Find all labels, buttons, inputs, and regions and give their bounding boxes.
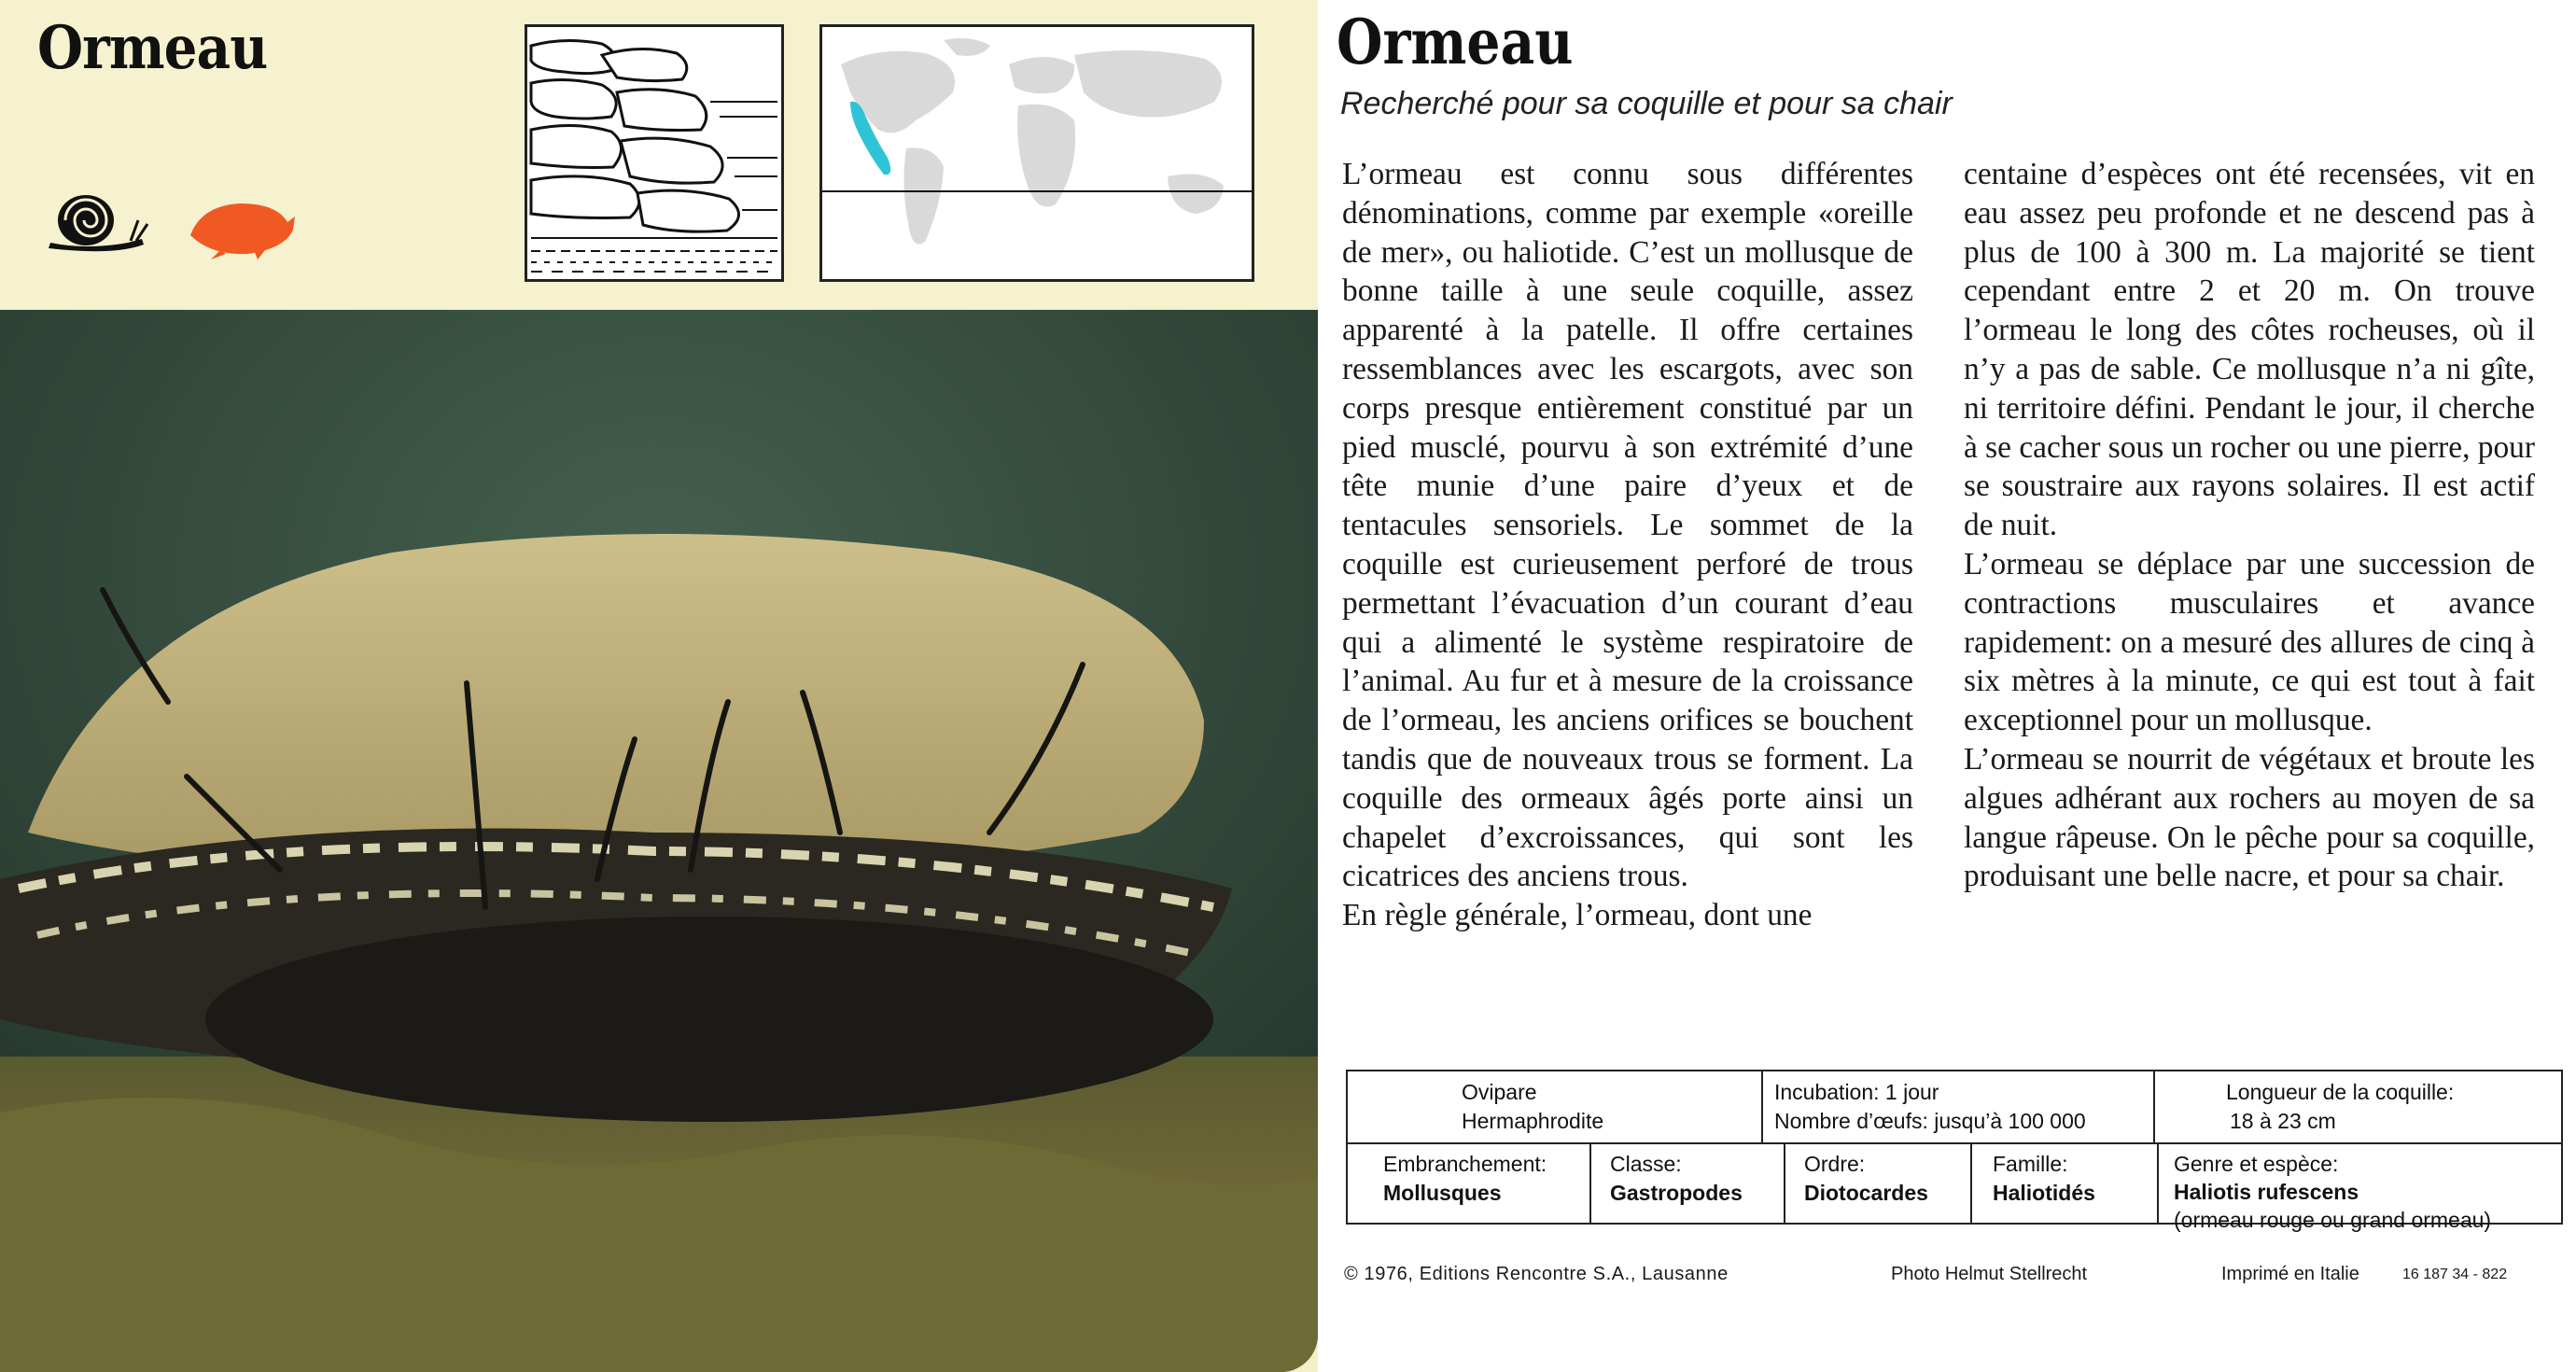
text-column-right (1964, 155, 2535, 896)
paragraph: L’ormeau se déplace par une succession de contractions musculaires et avance rapidement: on a mesuré des allures de cinq à six mètres à la minute, ce qui est tout à fait exceptionnel pour un mollusque. (1964, 546, 2535, 738)
card-header (0, 0, 1318, 308)
snail-icon (39, 185, 151, 259)
paragraph: L’ormeau est connu sous différentes dénominations, comme par exemple «oreille de mer», ou haliotide. C’est un mollusque de bonne taille à une seule coquille, assez apparenté à la patelle. Il offre certaines ressemblances avec les escargots, avec son corps presque entièrement constitué par un pied musclé, pourvu à son extrémité d’une tête munie d’une paire d’yeux et de tentacules sensoriels. Le sommet de la coquille est curieusement perforé de trous permettant l’évacuation d’un courant d’eau qui a alimenté le système respiratoire de l’animal. Au fur et à mesure de la croissance de l’ormeau, les anciens orifices se bouchent tandis que de nouveaux trous se forment. La coquille des ormeaux âgés porte ainsi un chapelet d’excroissances, qui sont les cicatrices des anciens trous. (1342, 157, 1913, 894)
order-cell: Ordre: Diotocardes (1804, 1152, 1928, 1205)
info-table (1346, 1070, 2563, 1232)
class-cell: Classe: Gastropodes (1610, 1152, 1743, 1205)
text-column-left (1342, 155, 1913, 935)
photo-credit: Photo Helmut Stellrecht (1891, 1264, 2088, 1284)
article-title: Ormeau (1337, 6, 1574, 78)
phylum-cell: Embranchement: Mollusques (1383, 1152, 1547, 1205)
article-subtitle: Recherché pour sa coquille et pour sa chair (1340, 86, 1953, 121)
length-cell: Longueur de la coquille: 18 à 23 cm (2226, 1080, 2455, 1133)
shell-icon (183, 198, 297, 259)
family-cell: Famille: Haliotidés (1993, 1152, 2095, 1205)
incubation-cell: Incubation: 1 jour Nombre d’œufs: jusqu’à 100 000 (1774, 1080, 2086, 1133)
paragraph: centaine d’espèces ont été recensées, vit en eau assez peu profonde et ne descend pas à plus de 100 à 300 m. La majorité se tient cependant entre 2 et 20 m. On trouve l’ormeau le long des côtes rocheuses, où il n’y a pas de sable. Ce mollusque n’a ni gîte, ni territoire défini. Pendant le jour, il cherche à se cacher sous un rocher ou une pierre, pour se soustraire aux rayons solaires. Il est actif de nuit. (1964, 157, 2535, 543)
right-card (1323, 0, 2576, 1372)
card-title: Ormeau (37, 13, 268, 83)
habitat-illustration (525, 24, 784, 282)
world-map (819, 24, 1254, 282)
reproduction-cell: Ovipare Hermaphrodite (1462, 1080, 1604, 1133)
genus-species-cell: Genre et espèce: Haliotis rufescens (ormeau rouge ou grand ormeau) (2174, 1152, 2492, 1232)
paragraph: L’ormeau se nourrit de végétaux et broute les algues adhérant aux rochers au moyen de sa langue râpeuse. On le pêche pour sa coquille, produisant une belle nacre, et pour sa chair. (1964, 741, 2535, 894)
card-code: 16 187 34 - 822 (2402, 1267, 2508, 1282)
paragraph: En règle générale, l’ormeau, dont une (1342, 898, 1813, 933)
print-info: Imprimé en Italie (2221, 1264, 2359, 1284)
abalone-photo (0, 310, 1318, 1372)
copyright: © 1976, Editions Rencontre S.A., Lausanne (1344, 1264, 1729, 1284)
